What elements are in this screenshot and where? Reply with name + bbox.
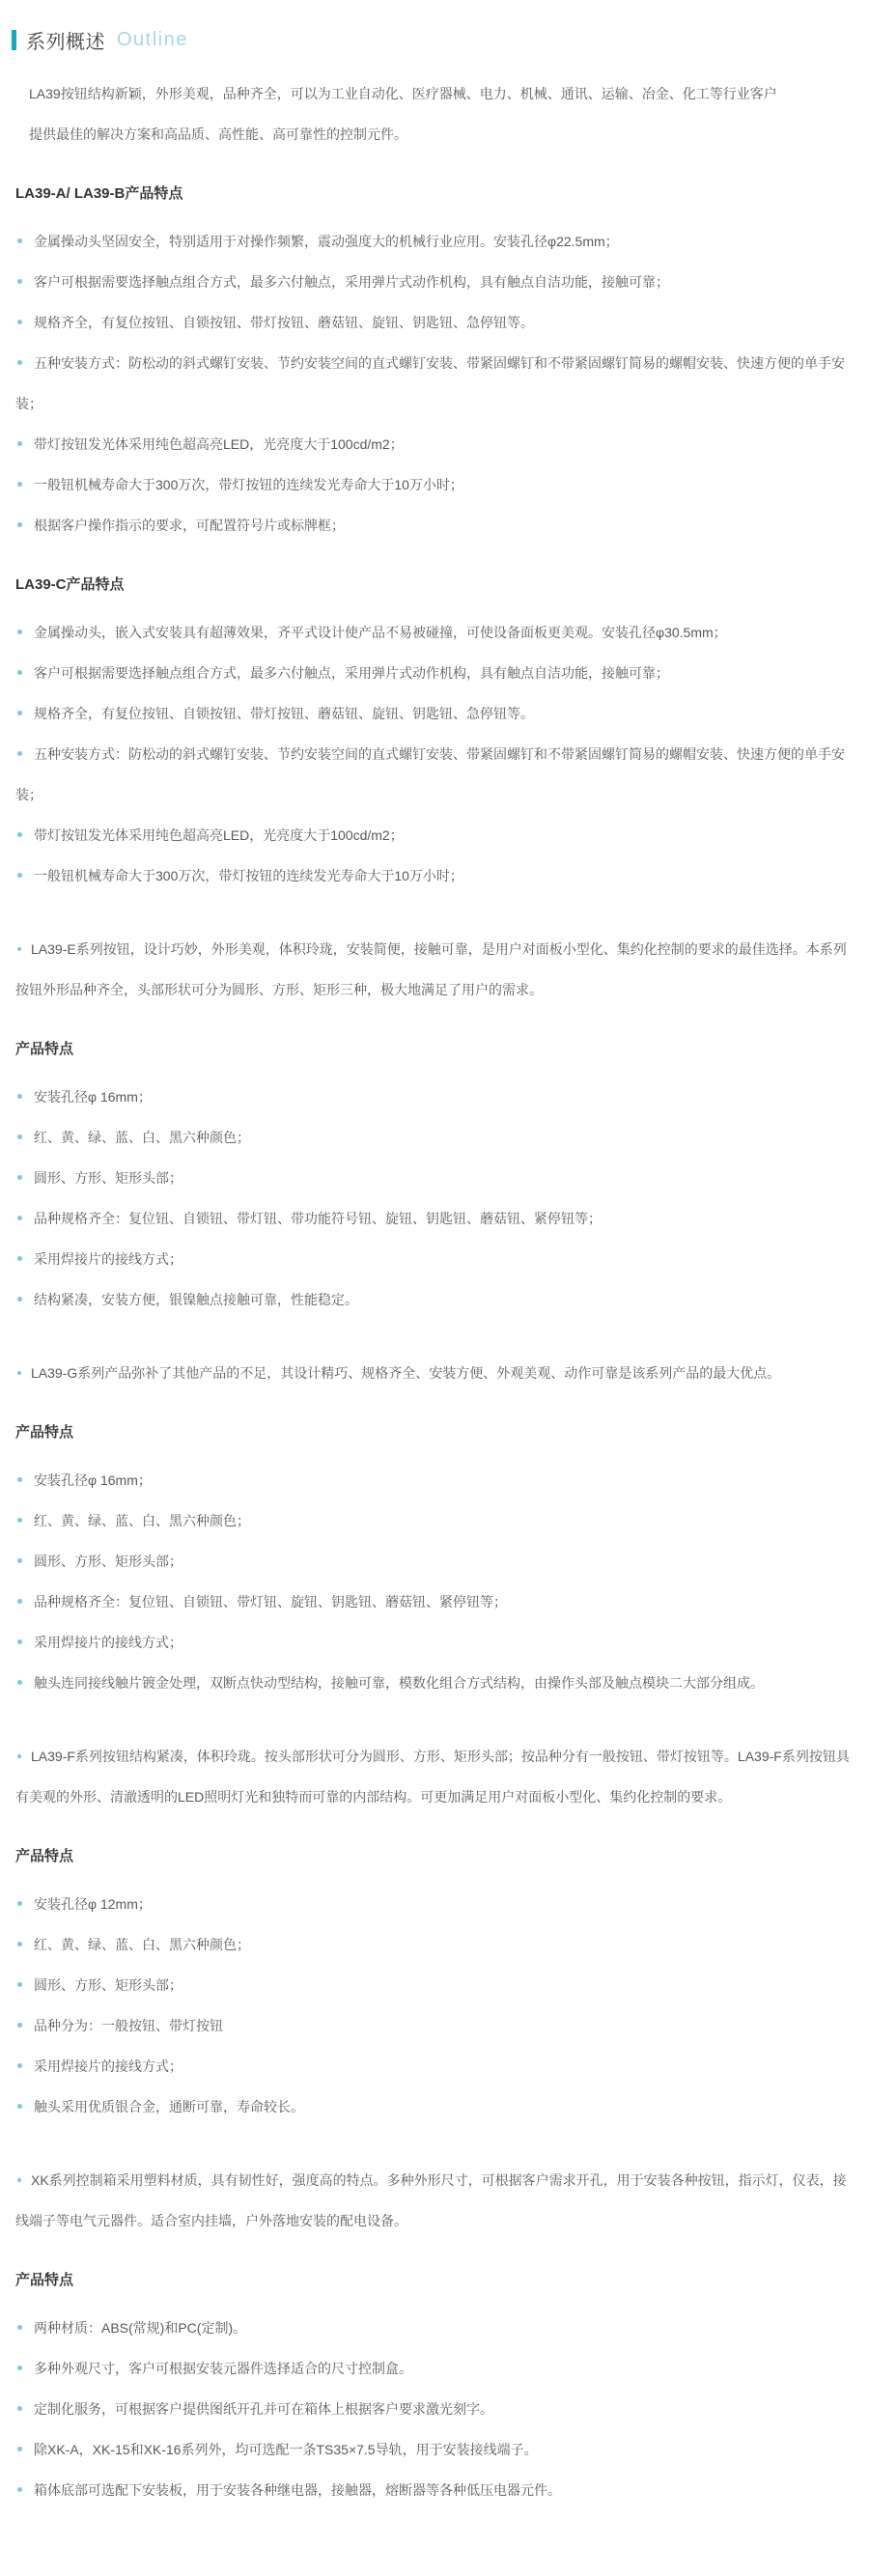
bullet-dot-icon — [17, 2487, 22, 2492]
bullet-text: 触头连同接线触片镀金处理，双断点快动型结构，接触可靠，模数化组合方式结构，由操作头部及触点模块二大部分组成。 — [34, 1675, 764, 1691]
bullet-dot-icon — [17, 2406, 22, 2411]
bullet-text: 品种规格齐全：复位钮、自锁钮、带灯钮、带功能符号钮、旋钮、钥匙钮、蘑菇钮、紧停钮等； — [34, 1211, 602, 1226]
bullet-dot-icon — [17, 1094, 22, 1099]
bullet-item — [15, 2308, 857, 2348]
bullet-text: 采用焊接片的接线方式； — [34, 1251, 182, 1267]
bullet-text: 安装孔径φ 12mm； — [34, 1896, 152, 1912]
bullet-text: 红、黄、绿、蓝、白、黑六种颜色； — [34, 1513, 250, 1528]
bullet-item — [15, 424, 857, 464]
bullet-dot-icon — [17, 279, 22, 284]
bullet-text: 客户可根据需要选择触点组合方式，最多六付触点，采用弹片式动作机构，具有触点自洁功能，接触可靠； — [34, 665, 669, 681]
bullet-dot-icon — [17, 1680, 22, 1685]
bullet-item — [15, 1198, 857, 1239]
bullet-text: 一般钮机械寿命大于300万次，带灯按钮的连续发光寿命大于10万小时； — [34, 477, 463, 492]
feature-list — [12, 1077, 857, 1320]
series-intro — [15, 1353, 857, 1393]
bullet-text: 客户可根据需要选择触点组合方式，最多六付触点，采用弹片式动作机构，具有触点自洁功能，接触可靠； — [34, 274, 669, 290]
bullet-dot-icon — [17, 2104, 22, 2109]
feature-list — [12, 1884, 857, 2127]
bullet-text: 品种规格齐全：复位钮、自锁钮、带灯钮、旋钮、钥匙钮、蘑菇钮、紧停钮等； — [34, 1594, 507, 1610]
bullet-dot-icon — [17, 1982, 22, 1987]
feature-list — [12, 612, 857, 896]
feature-heading: 产品特点 — [15, 1041, 74, 1057]
bullet-text: 圆形、方形、矩形头部； — [34, 1977, 182, 1993]
bullet-item — [15, 2086, 857, 2127]
bullet-dot-icon — [17, 832, 22, 837]
bullet-text: 除XK-A，XK-15和XK-16系列外，均可选配一条TS35×7.5导轨，用于安装接线端子。 — [34, 2442, 538, 2457]
bullet-text: 带灯按钮发光体采用纯色超高亮LED，光亮度大于100cd/m2； — [34, 827, 404, 843]
bullet-text: 两种材质：ABS(常规)和PC(定制)。 — [34, 2320, 247, 2336]
feature-list — [12, 2308, 857, 2510]
bullet-item — [15, 1500, 857, 1541]
bullet-text: 定制化服务，可根据客户提供图纸开孔并可在箱体上根据客户要求激光刻字。 — [34, 2401, 493, 2417]
bullet-text: 根据客户操作指示的要求，可配置符号片或标牌框； — [34, 518, 345, 533]
feature-heading: 产品特点 — [15, 1848, 74, 1864]
feature-heading: LA39-C产品特点 — [15, 576, 125, 593]
bullet-text: 箱体底部可选配下安装板，用于安装各种继电器，接触器，熔断器等各种低压电器元件。 — [34, 2482, 561, 2498]
bullet-text: 红、黄、绿、蓝、白、黑六种颜色； — [34, 1937, 250, 1952]
bullet-dot-icon — [17, 2325, 22, 2330]
feature-list — [12, 221, 857, 546]
bullet-dot-icon — [17, 1599, 22, 1604]
bullet-dot-icon — [17, 2366, 22, 2370]
bullet-text: 采用焊接片的接线方式； — [34, 2058, 182, 2074]
bullet-text: 安装孔径φ 16mm； — [34, 1089, 152, 1105]
bullet-item — [15, 653, 857, 693]
bullet-dot-icon — [17, 238, 22, 243]
series-intro-text: LA39-G系列产品弥补了其他产品的不足，其设计精巧、规格齐全、安装方便、外观美观、动作可靠是该系列产品的最大优点。 — [31, 1365, 781, 1381]
bullet-text: 五种安装方式：防松动的斜式螺钉安装、节约安装空间的直式螺钉安装、带紧固螺钉和不带紧固螺钉简易的螺帽安装、快速方便的单手安装； — [15, 355, 845, 411]
series-intro-text: XK系列控制箱采用塑料材质，具有韧性好，强度高的特点。多种外形尺寸，可根据客户需求开孔，用于安装各种按钮，指示灯，仪表，接线端子等电气元器件。适合室内挂墙，户外落地安装的配电设备。 — [15, 2172, 847, 2228]
bullet-item — [15, 1460, 857, 1500]
bullet-dot-icon — [17, 522, 22, 527]
bullet-item — [15, 1884, 857, 1924]
intro-paragraph-line: LA39按钮结构新颖，外形美观，品种齐全，可以为工业自动化、医疗器械、电力、机械、通讯、运输、冶金、化工等行业客户 — [29, 86, 777, 101]
bullet-item — [15, 1158, 857, 1198]
bullet-item — [15, 1965, 857, 2005]
bullet-item — [15, 464, 857, 505]
bullet-text: 金属操动头坚固安全，特别适用于对操作频繁，震动强度大的机械行业应用。安装孔径φ22.5mm； — [34, 234, 619, 249]
bullet-text: 品种分为：一般按钮、带灯按钮 — [34, 2018, 223, 2033]
bullet-item — [15, 1239, 857, 1279]
bullet-item — [15, 1077, 857, 1117]
bullet-item — [15, 343, 857, 424]
bullet-dot-icon — [17, 947, 21, 951]
series-intro-text: LA39-E系列按钮，设计巧妙，外形美观，体积玲珑，安装简便，接触可靠，是用户对面板小型化、集约化控制的要求的最佳选择。本系列按钮外形品种齐全，头部形状可分为圆形、方形、矩形三种，极大地满足了用户的需求。 — [15, 941, 847, 997]
bullet-item — [15, 612, 857, 653]
bullet-item — [15, 693, 857, 734]
bullet-dot-icon — [17, 1901, 22, 1906]
feature-heading: 产品特点 — [15, 2272, 74, 2288]
bullet-dot-icon — [17, 1175, 22, 1180]
bullet-text: 金属操动头，嵌入式安装具有超薄效果，齐平式设计使产品不易被碰撞，可使设备面板更美观。安装孔径φ30.5mm； — [34, 625, 727, 640]
bullet-dot-icon — [17, 1216, 22, 1220]
bullet-dot-icon — [17, 1639, 22, 1644]
bullet-item — [15, 734, 857, 815]
bullet-item — [15, 302, 857, 343]
bullet-text: 多种外观尺寸，客户可根据安装元器件选择适合的尺寸控制盒。 — [34, 2361, 412, 2376]
bullet-item — [15, 855, 857, 896]
bullet-item — [15, 2429, 857, 2470]
intro-paragraph — [29, 73, 857, 154]
bullet-item — [15, 1117, 857, 1158]
bullet-text: 圆形、方形、矩形头部； — [34, 1554, 182, 1569]
bullet-item — [15, 2348, 857, 2389]
section-title-en: Outline — [117, 28, 188, 50]
section-title — [12, 27, 857, 52]
bullet-item — [15, 1541, 857, 1582]
bullet-dot-icon — [17, 1297, 22, 1302]
bullet-dot-icon — [17, 751, 22, 756]
bullet-text: 规格齐全，有复位按钮、自锁按钮、带灯按钮、蘑菇钮、旋钮、钥匙钮、急停钮等。 — [34, 315, 534, 330]
bullet-text: 触头采用优质银合金，通断可靠，寿命较长。 — [34, 2099, 304, 2114]
bullet-text: 圆形、方形、矩形头部； — [34, 1170, 182, 1186]
bullet-item — [15, 1663, 857, 1703]
bullet-dot-icon — [17, 320, 22, 324]
series-intro — [15, 929, 857, 1010]
bullet-dot-icon — [17, 2447, 22, 2451]
bullet-item — [15, 2005, 857, 2046]
bullet-text: 红、黄、绿、蓝、白、黑六种颜色； — [34, 1130, 250, 1145]
bullet-item — [15, 1622, 857, 1663]
bullet-dot-icon — [17, 630, 22, 634]
bullet-item — [15, 2470, 857, 2510]
bullet-dot-icon — [17, 1134, 22, 1139]
title-accent-bar — [12, 30, 16, 50]
bullet-item — [15, 221, 857, 262]
bullet-dot-icon — [17, 1942, 22, 1946]
bullet-dot-icon — [17, 670, 22, 675]
bullet-dot-icon — [17, 873, 22, 878]
bullet-dot-icon — [17, 1754, 21, 1758]
bullet-dot-icon — [17, 2178, 21, 2182]
bullet-dot-icon — [17, 1518, 22, 1523]
bullet-item — [15, 262, 857, 302]
feature-heading: LA39-A/ LA39-B产品特点 — [15, 185, 183, 202]
bullet-text: 采用焊接片的接线方式； — [34, 1635, 182, 1650]
bullet-item — [15, 1924, 857, 1965]
feature-list — [12, 1460, 857, 1703]
bullet-text: 五种安装方式：防松动的斜式螺钉安装、节约安装空间的直式螺钉安装、带紧固螺钉和不带紧固螺钉简易的螺帽安装、快速方便的单手安装； — [15, 746, 845, 802]
bullet-item — [15, 1279, 857, 1320]
bullet-item — [15, 2046, 857, 2086]
bullet-item — [15, 815, 857, 855]
series-intro — [15, 1736, 857, 1817]
content-area — [12, 73, 857, 2510]
feature-heading: 产品特点 — [15, 1424, 74, 1441]
bullet-dot-icon — [17, 1558, 22, 1563]
bullet-dot-icon — [17, 482, 22, 487]
series-intro — [15, 2160, 857, 2241]
bullet-item — [15, 2389, 857, 2429]
bullet-dot-icon — [17, 360, 22, 365]
bullet-text: 结构紧凑，安装方便，银镍触点接触可靠，性能稳定。 — [34, 1292, 358, 1307]
bullet-item — [15, 505, 857, 546]
bullet-dot-icon — [17, 1256, 22, 1261]
bullet-dot-icon — [17, 1477, 22, 1482]
bullet-text: 一般钮机械寿命大于300万次，带灯按钮的连续发光寿命大于10万小时； — [34, 868, 463, 883]
bullet-item — [15, 1582, 857, 1622]
bullet-text: 安装孔径φ 16mm； — [34, 1472, 152, 1488]
bullet-text: 带灯按钮发光体采用纯色超高亮LED，光亮度大于100cd/m2； — [34, 436, 404, 452]
series-intro-text: LA39-F系列按钮结构紧凑，体积玲珑。按头部形状可分为圆形、方形、矩形头部；按品种分有一般按钮、带灯按钮等。LA39-F系列按钮具有美观的外形、清澈透明的LED照明灯光和独特而可靠的内部结构。可更加满足用户对面板小型化、集约化控制的要求。 — [15, 1749, 850, 1805]
bullet-dot-icon — [17, 441, 22, 446]
section-title-cn: 系列概述 — [26, 31, 105, 53]
intro-paragraph-line: 提供最佳的解决方案和高品质、高性能、高可靠性的控制元件。 — [29, 126, 407, 142]
bullet-text: 规格齐全，有复位按钮、自锁按钮、带灯按钮、蘑菇钮、旋钮、钥匙钮、急停钮等。 — [34, 706, 534, 721]
bullet-dot-icon — [17, 2063, 22, 2068]
bullet-dot-icon — [17, 2023, 22, 2028]
bullet-dot-icon — [17, 1371, 21, 1375]
bullet-dot-icon — [17, 711, 22, 715]
